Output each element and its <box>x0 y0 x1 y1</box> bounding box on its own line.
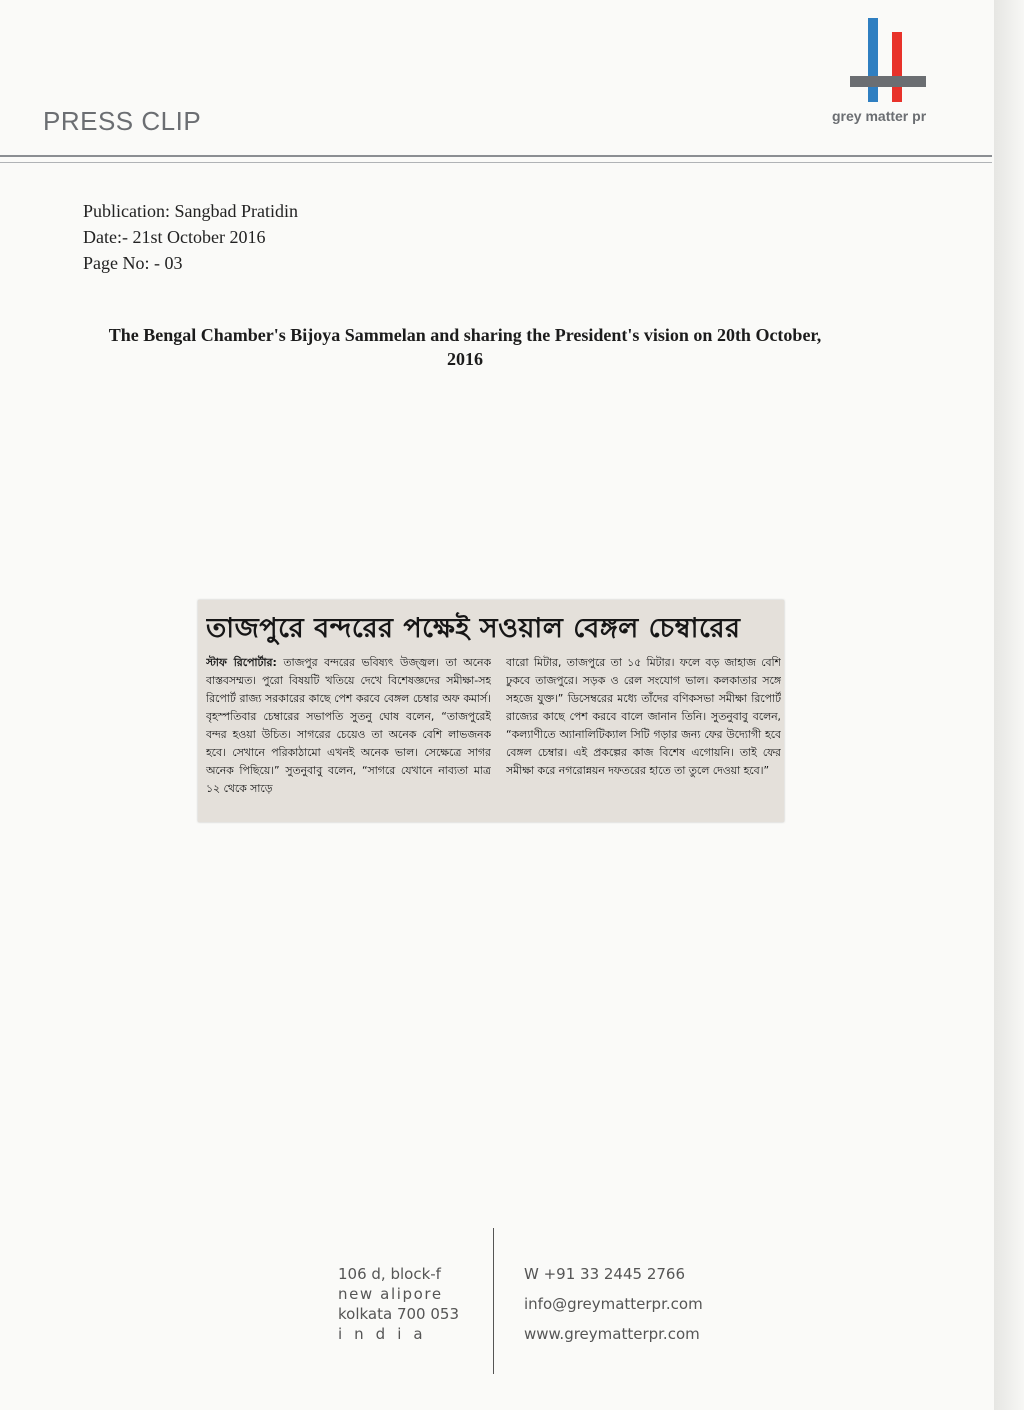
publication-meta <box>83 198 298 276</box>
press-clip-label: PRESS CLIP <box>43 106 202 136</box>
logo-grey-bar <box>850 76 926 87</box>
address-line-4: india <box>338 1325 435 1343</box>
header-rule <box>0 155 992 157</box>
publication-name: Publication: Sangbad Pratidin <box>83 201 298 221</box>
phone-number: W +91 33 2445 2766 <box>524 1265 685 1283</box>
publication-date: Date:- 21st October 2016 <box>83 227 266 247</box>
website-url: www.greymatterpr.com <box>524 1325 700 1343</box>
grey-matter-logo-icon <box>846 18 926 108</box>
clipping-headline: তাজপুরে বন্দরের পক্ষেই সওয়াল বেঙ্গল চেম্বারের <box>206 613 741 644</box>
brand-name: grey matter pr <box>832 108 927 124</box>
clipping-text-1: তাজপুর বন্দরের ভবিষ্যৎ উজ্জ্বল। তা অনেক বাস্তবসম্মত। পুরো বিষয়টি খতিয়ে দেখে বিশেষজ্ঞদের সমীক্ষা-সহ রিপোর্ট রাজ্য সরকারের কাছে পেশ করবে বেঙ্গল চেম্বার অফ কমার্স। বৃহস্পতিবার চেম্বারের সভাপতি সুতনু ঘোষ বলেন, “তাজপুরেই বন্দর হওয়া উচিত। সাগরের চেয়েও তা অনেক বেশি লাভজনক হবে। সেখানে পরিকাঠামো এখনই অনেক ভাল। সেক্ষেত্রে সাগর অনেক পিছিয়ে।” সুতনুবাবু বলেন, “সাগরে যেখানে নাব্যতা মাত্র ১২ থেকে সাড়ে <box>206 656 491 795</box>
publication-page: Page No: - 03 <box>83 253 183 273</box>
logo-blue-bar <box>868 18 878 102</box>
footer-contact <box>524 1262 703 1352</box>
page-edge <box>994 0 1024 1410</box>
logo-red-bar <box>892 32 902 102</box>
clip-title: The Bengal Chamber's Bijoya Sammelan and sharing the President's vision on 20th October, 2016 <box>108 325 822 369</box>
header-rule-thin <box>0 162 992 163</box>
footer-divider <box>493 1228 494 1374</box>
clipping-column-2: বারো মিটার, তাজপুরে তা ১৫ মিটার। ফলে বড় জাহাজ বেশি ঢুকবে তাজপুরে। সড়ক ও রেল সংযোগ ভাল। কলকাতার সঙ্গে সহজে যুক্ত।” ডিসেম্বরের মধ্যে তাঁদের বণিকসভা সমীক্ষা রিপোর্ট রাজ্যের কাছে পেশ করবে বালে জানান তিনি। সুতনুবাবু বলেন, “কল্যাণীতে অ্যানালিটিক্যাল সিটি গড়ার জন্য ফের উদ্যোগী হবে বেঙ্গল চেম্বার। এই প্রকল্পের কাজ বিশেষ এগোয়নি। তাই ফের সমীক্ষা করে নগরোন্নয়ন দফতরের হাতে তা তুলে দেওয়া হবে।” <box>506 656 781 777</box>
clipping-byline: স্টাফ রিপোর্টার: <box>206 656 277 669</box>
address-line-2: new alipore <box>338 1285 443 1303</box>
clipping-column-1 <box>206 654 491 816</box>
address-line-3: kolkata 700 053 <box>338 1305 459 1323</box>
address-line-1: 106 d, block-f <box>338 1265 441 1283</box>
newspaper-clipping <box>198 600 784 822</box>
footer-address <box>338 1264 459 1344</box>
email-address: info@greymatterpr.com <box>524 1295 703 1313</box>
